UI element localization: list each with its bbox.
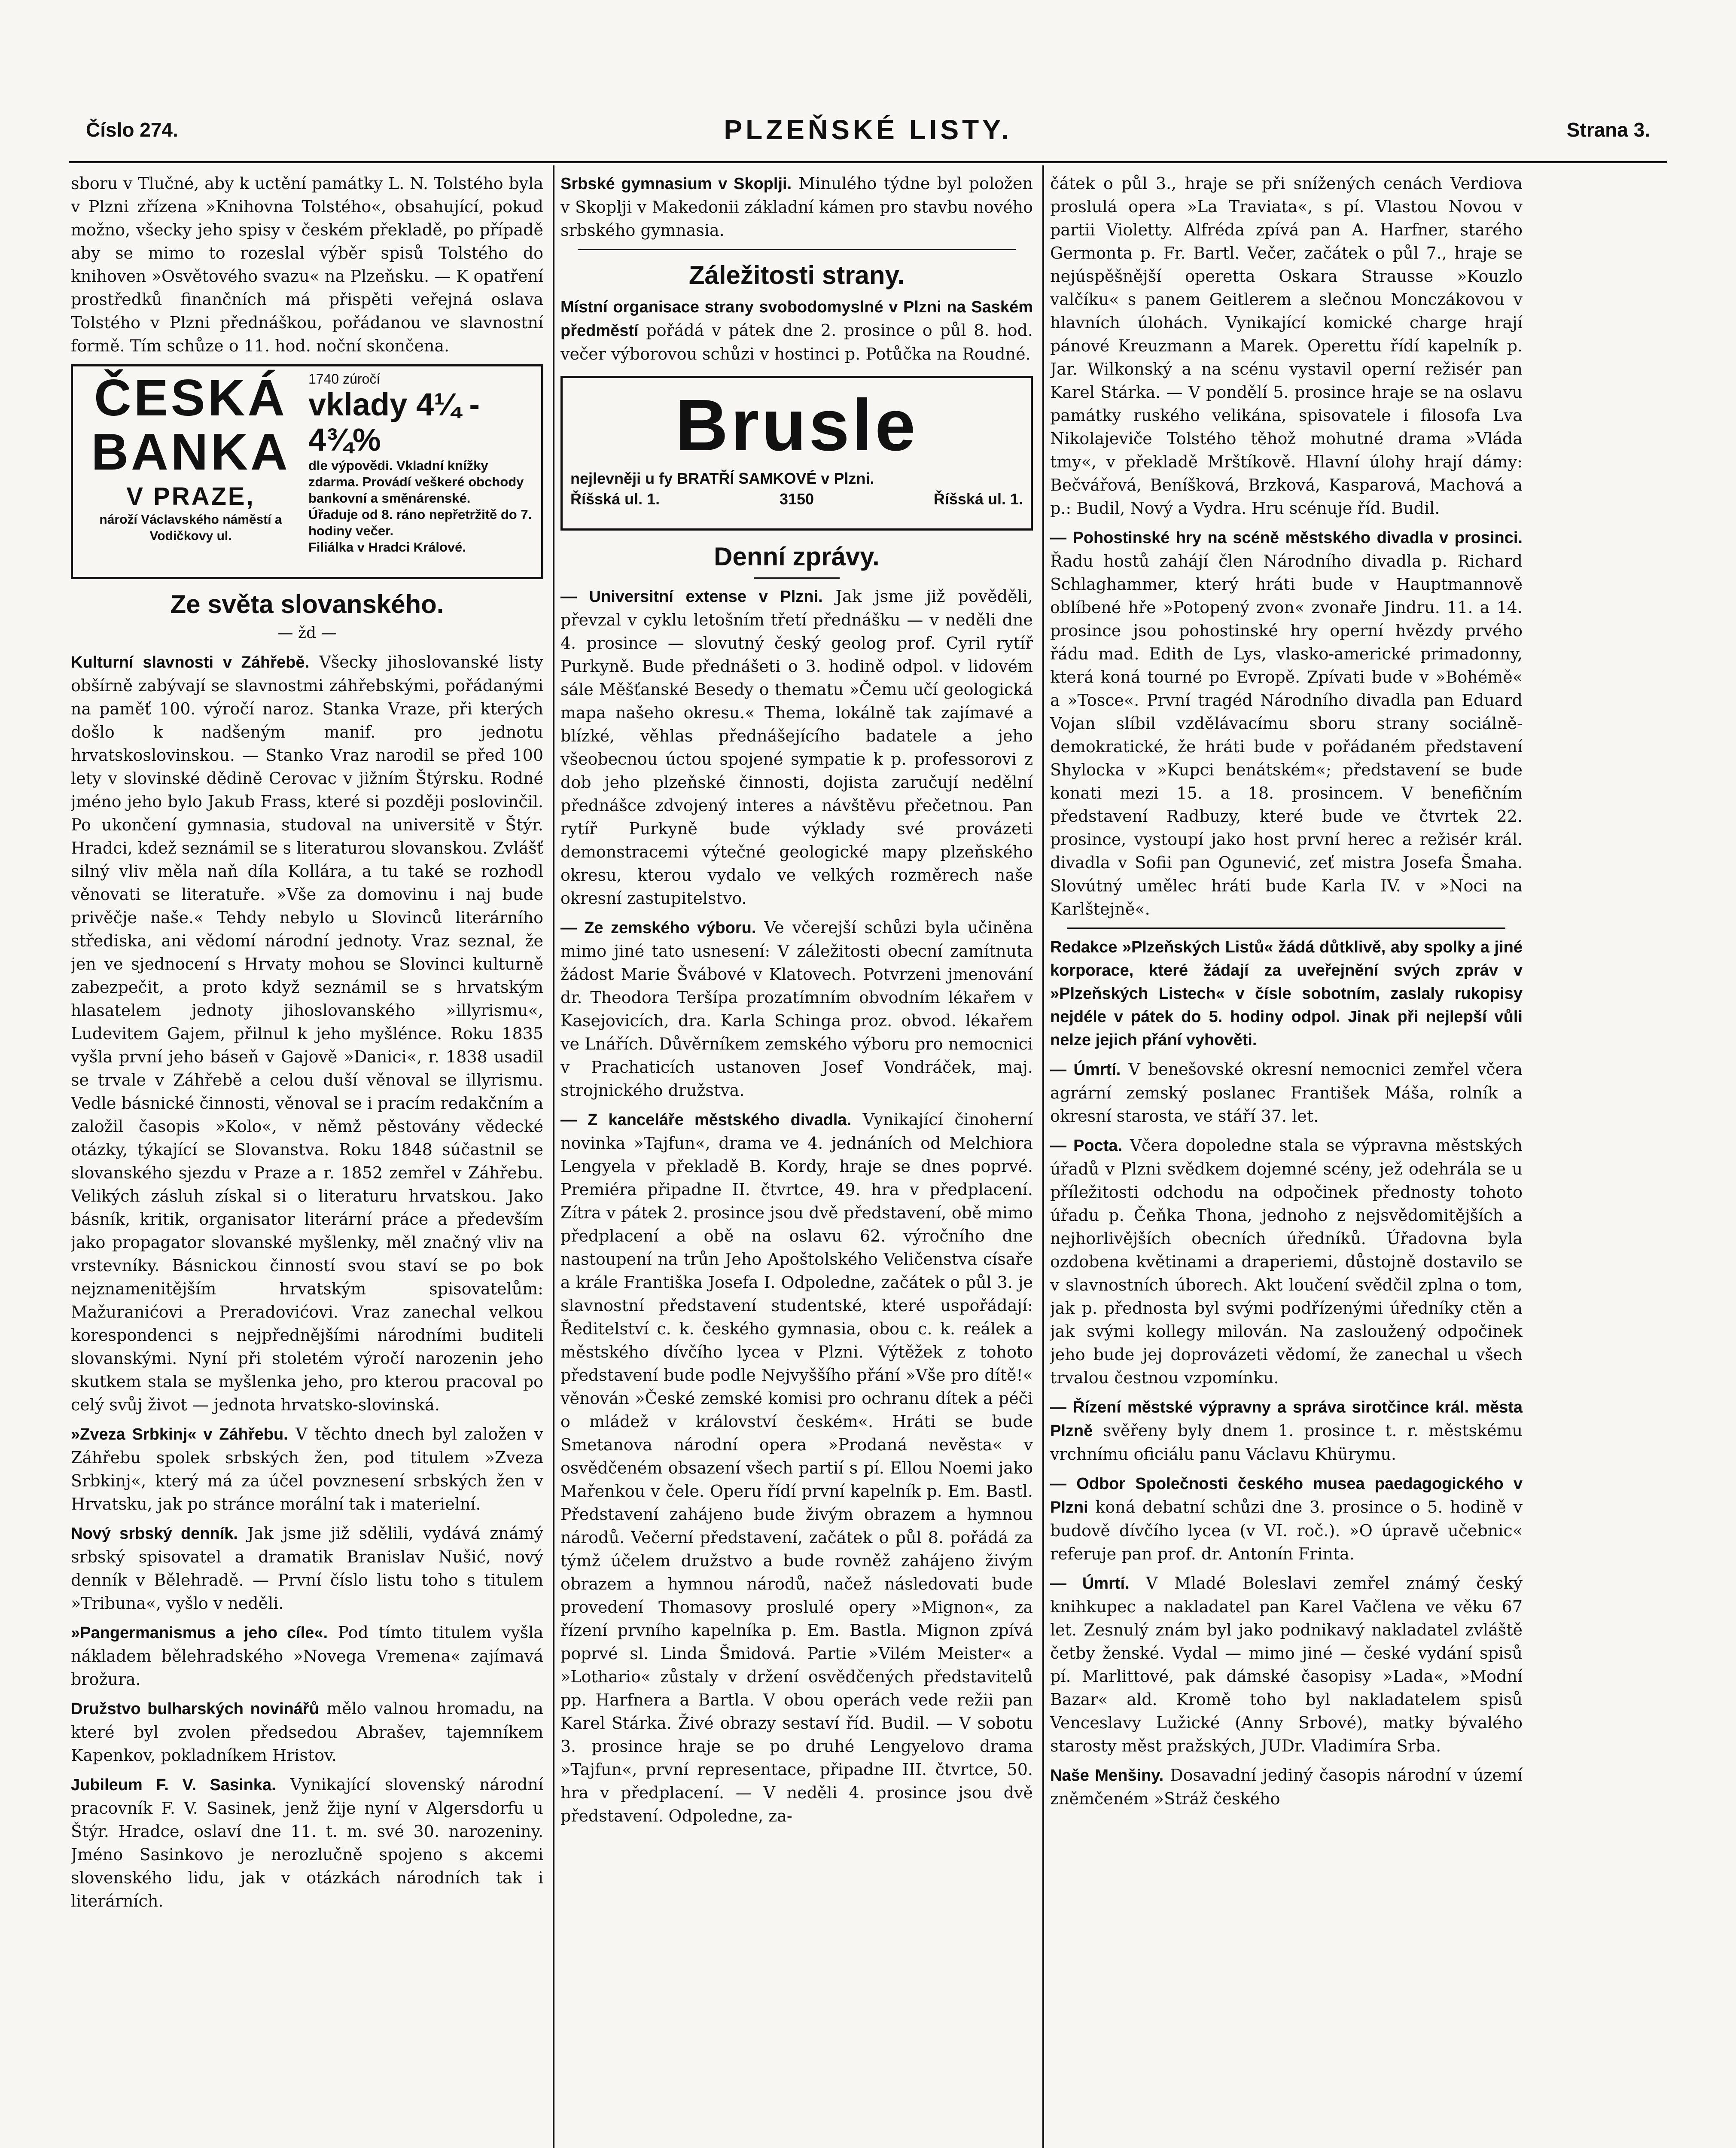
article-text: V benešovské okresní nemocnici zemřel včera agrární zemský poslanec František Máša, rolník a okresní starosta, ve stáří 37. let. <box>1050 1060 1523 1126</box>
ad-brusle-address-row <box>570 489 1023 510</box>
article-lead: Jubileum F. V. Sasinka. <box>71 1776 276 1794</box>
article-lead: — Odbor Společnosti českého musea paedagogického v Plzni <box>1050 1475 1523 1516</box>
article-text: V těchto dnech byl založen v Záhřebu spolek srbských žen, pod titulem »Zveza Srbkinj«, který má za účel povznesení srbských žen v Hrvatsku, jak po stránce morální tak i materielní. <box>71 1425 543 1513</box>
article-lead: — Pohostinské hry na scéně městského divadla v prosinci. <box>1050 529 1523 547</box>
ad-banka-city: V PRAZE, <box>126 482 255 510</box>
article-lead: Srbské gymnasium v Skoplji. <box>560 175 792 193</box>
ad-brusle-name: Brusle <box>675 384 918 466</box>
article-paragraph <box>71 1773 543 1913</box>
article-text: mělo valnou hromadu, na které byl zvolen předsedou Abrašev, tajemníkem Kapenkov, pokladníkem Hristov. <box>71 1699 543 1765</box>
column-3 <box>1050 172 1523 2148</box>
article-text: Vynikající činoherní novinka »Tajfun«, drama ve 4. jednáních od Melchiora Lengyela v překladě B. Kordy, hraje se dnes poprvé. Premiéra připadne II. čtvrtce, 49. hra v předplacení. Zítra v pátek 2. prosince jsou dvě představení, obě mimo předplacení a obě na oslavu 62. výročního dne nastoupení na trůn Jeho Apoštolského Veličenstva císaře a krále Františka Josefa I. Odpoledne, začátek o půl 3. je slavnostní představení studentské, které uspořádají: Ředitelství c. k. českého gymnasia, obou c. k. reálek a městského dívčího lycea v Plzni. Výtěžek z tohoto představení bude podle Nejvyššího přání »Vše pro dítě!« věnován »České zemské komisi pro ochranu dítek a péči o mládež v království českém«. Hráti se bude Smetanova národní opera »Prodaná nevěsta« v osvědčeném obsazení všech partií s pí. Ellou Noemi jako Mařenkou v čele. Operu řídí první kapelník p. Em. Bastl. Představení zahájeno bude živým obrazem a hymnou národů. Večerní představení, začátek o půl 8. pořádá za týmž účelem družstvo a bude rovněž zahájeno živým obrazem a hymnou národů, načež následovati bude provedení Thomasovy proslulé opery »Mignon«, za řízení prvního kapelníka p. Em. Bastla. Mignon zpívá poprvé sl. Linda Šmidová. Partie »Vilém Meister« a »Lothario« zůstaly v držení osvědčených představitelů pp. Harfnera a Bartla. V obou operách vede režii pan Karel Stárka. Živé obrazy sestaví říd. Budil. — V sobotu 3. prosince hraje se po druhé Lengyelovo drama »Tajfun«, první representace, připadne III. čtvrtce, 50. hra v předplacení. — V neděli 4. prosince jsou dvě představení. Odpoledne, za- <box>560 1110 1033 1825</box>
article-paragraph <box>71 1422 543 1516</box>
article-lead: — Úmrtí. <box>1050 1061 1121 1079</box>
article-lead: Místní organisace strany svobodomyslné v Plzni na Saském předměstí <box>560 298 1033 340</box>
article-paragraph <box>560 172 1033 242</box>
article-lead: — Universitní extense v Plzni. <box>560 588 823 606</box>
ad-banka-line: Úřaduje od 8. ráno nepřetržitě do 7. hodiny večer. <box>308 507 532 538</box>
ad-banka-name: ČESKÁ BANKA <box>91 369 290 481</box>
article-text: Včera dopoledne stala se výpravna městských úřadů v Plzni svědkem dojemné scény, jež odehrála se u příležitosti odchodu na odpočinek přednosty tohoto úřadu p. Čeňka Thona, jednoho z nejsvědomitějších a nejhorlivějších obecních úředníků. Úřadovna byla ozdobena květinami a draperiemi, důstojně dostavilo se v slavnostních úborech. Akt loučení svědčil zplna o tom, jak p. přednosta byl svými podřízenými úředníky ctěn a jak svými kollegy milován. Na zasloužený odpočinek jeho bude jej doprovázeti vědomí, že zanechal u všech trvalou čestnou vzpomínku. <box>1050 1136 1523 1387</box>
masthead <box>69 110 1667 161</box>
article-text: Jak jsme již sdělili, vydává známý srbský spisovatel a dramatik Branislav Nušić, nový denník v Bělehradě. — První číslo listu toho s titulem »Tribuna«, vyšlo v neděli. <box>71 1524 543 1613</box>
article-paragraph <box>1050 1472 1523 1565</box>
article-paragraph <box>1050 1058 1523 1128</box>
article-text: sboru v Tlučné, aby k uctění památky L. N. Tolstého byla v Plzni zřízena »Knihovna Tolstého«, obsahující, pokud možno, všecky jeho spisy v českém překladě, po případě aby se mimo to rozeslal výběr spisů Tolstého do knihoven »Osvětového svazu« na Plzeňsku. — K opatření prostředků finančních má přispěti veřejná oslava Tolstého v Plzni přednáškou, pořádanou ve slavnostní formě. Tím schůze o 11. hod. noční skončena. <box>71 174 543 355</box>
ad-ceska-banka <box>71 364 543 579</box>
ad-brusle-line: nejlevněji u fy BRATŘÍ SAMKOVÉ v Plzni. <box>570 470 874 487</box>
article-text: Jak jsme již pověděli, převzal v cyklu letošním třetí přednášku — v neděli dne 4. prosince — slovutný český geolog prof. Cyril rytíř Purkyně. Bude přednášeti o 3. hodině odpol. v lidovém sále Měšťanské Besedy o thematu »Čemu učí geologická mapa našeho okresu.« Thema, lokálně tak zajímavé a blízké, věhlas přednášejícího badatele a jeho všeobecnou úctou spojené sympatie k p. professorovi z dob jeho plzeňské činnosti, dojista zaručují nedělní přednášce zdvojený interes a návštěvu přečetnou. Pan rytíř Purkyně bude výklady své provázeti demonstracemi výtečné geologické mapy plzeňského okresu, kterou vydalo ve velkých rozměrech naše okresní zastupitelstvo. <box>560 587 1033 908</box>
article-paragraph <box>560 295 1033 366</box>
article-text: čátek o půl 3., hraje se při snížených cenách Verdiova proslulá opera »La Traviata«, s pí. Vlastou Novou v partii Violetty. Alfréda zpívá pan A. Harfner, starého Germonta p. Fr. Bartl. Večer, začátek o půl 7., hraje se nejúspěšnější operetta Oskara Strausse »Kouzlo valčíku« s panem Geitlerem a slečnou Monczákovou v hlavních úlohách. Vynikající komické charge hrají pánové Kreuzmann a Marek. Operettu řídí kapelník p. Jar. Wilkonský a na scénu vystavil operní režisér pan Karel Stárka. — V pondělí 5. prosince hraje se na oslavu památky ruského velikána, spisovatele i filosofa Lva Nikolajeviče Tolstého těhož mohutné drama »Vláda tmy«, v překladě Mrštíkově. Hlavní úlohy hrají dámy: Bečvářová, Beníšková, Brzková, Kasparová, Machová a p.: Budil, Nový a Vydra. Hru scénuje říd. Budil. <box>1050 174 1523 518</box>
section-divider <box>754 577 840 579</box>
section-title: Ze světa slovanského. <box>170 590 444 619</box>
article-text: Vynikající slovenský národní pracovník F. V. Sasinek, jenž žije nyní v Algersdorfu u Štýr. Hradce, oslaví dne 11. t. m. své 30. narozeniny. Jméno Sasinkovo je nerozlučně spojeno s akcemi slovenského lidu, jak v otázkách národních tak i literárních. <box>71 1775 543 1910</box>
ad-banka-rate: vklady 4¼ - 4¾% <box>308 387 480 458</box>
byline: — žd — <box>277 624 337 642</box>
ad-banka-line: Filiálka v Hradci Králové. <box>308 540 466 555</box>
ad-banka-rate-label: 1740 zúročí <box>308 371 381 387</box>
article-lead: — Z kanceláře městského divadla. <box>560 1111 852 1129</box>
article-paragraph <box>560 1108 1033 1828</box>
article-text: V Mladé Boleslavi zemřel známý český knihkupec a nakladatel pan Karel Vačlena ve věku 67 let. Zesnulý znám byl jako podnikavý nakladatel zvláště četby ženské. Vydal — mimo jiné — české vydání spisů pí. Marlittové, pak dámské časopisy »Lada«, »Modní Bazar« ald. Kromě toho byl nakladatelem spisů Venceslavy Lužické (Anny Srbové), matky bývalého starosty měst pražských, JUDr. Vladimíra Srba. <box>1050 1574 1523 1755</box>
article-paragraph <box>560 585 1033 910</box>
article-paragraph <box>1050 1764 1523 1810</box>
article-paragraph <box>1050 1134 1523 1389</box>
article-lead: »Pangermanismus a jeho cíle«. <box>71 1624 328 1642</box>
ad-banka-right <box>308 371 535 573</box>
section-title: Záležitosti strany. <box>688 261 905 290</box>
article-text: svěřeny byly dnem 1. prosince t. r. městskému vrchnímu oficiálu panu Václavu Khürymu. <box>1050 1421 1523 1464</box>
article-paragraph <box>560 916 1033 1102</box>
newspaper-title: PLZEŇSKÉ LISTY. <box>724 114 1012 145</box>
column-divider <box>553 165 554 2148</box>
article-paragraph <box>1050 1571 1523 1757</box>
ad-brusle-address: Říšská ul. 1. <box>570 490 660 508</box>
page-number: Strana 3. <box>1566 119 1650 141</box>
ad-brusle <box>560 376 1033 531</box>
article-lead: Kulturní slavnosti v Záhřebě. <box>71 653 310 671</box>
section-divider <box>578 249 1016 250</box>
section-divider <box>1067 928 1505 929</box>
article-paragraph <box>71 1522 543 1615</box>
article-paragraph <box>1050 1395 1523 1466</box>
article-lead: — Ze zemského výboru. <box>560 919 756 937</box>
editorial-notice: Redakce »Plzeňských Listů« žádá důtklivě, aby spolky a jiné korporace, které žádají za uveřejnění svých zpráv v »Plzeňských Listech« v čísle sobotním, zaslaly rukopisy nejdéle v pátek do 5. hodiny odpol. Jinak při nejlepší vůli nelze jejich přání vyhověti. <box>1050 938 1523 1049</box>
article-lead: — Úmrtí. <box>1050 1574 1130 1593</box>
article-text: Minulého týdne byl položen v Skoplji v Makedonii základní kámen pro stavbu nového srbského gymnasia. <box>560 174 1033 240</box>
article-lead: Naše Menšiny. <box>1050 1767 1164 1785</box>
article-lead: — Pocta. <box>1050 1137 1123 1155</box>
article-text: pořádá v pátek dne 2. prosince o půl 8. hod. večer výborovou schůzi v hostinci p. Potůčka na Roudné. <box>560 321 1033 363</box>
column-divider <box>1042 165 1044 2148</box>
section-title: Denní zprávy. <box>714 542 880 571</box>
ad-banka-address: nároží Václavského náměstí a Vodičkovy ul. <box>99 513 282 543</box>
article-lead: — Řízení městské výpravny a správa sirotčince král. města Plzně <box>1050 1398 1523 1440</box>
article-paragraph <box>71 1697 543 1767</box>
article-text: koná debatní schůzi dne 3. prosince o 5. hodině v budově dívčího lycea (v VI. roč.). »O úpravě učebnic« referuje pan prof. dr. Antonín Frinta. <box>1050 1498 1523 1563</box>
article-text: Ve včerejší schůzi byla učiněna mimo jiné tato usnesení: V záležitosti obecní zamítnuta žádost Marie Švábové v Klatovech. Potvrzeni jmenování dr. Theodora Teršípa prozatímním obvodním lékařem v Kasejovicích, drа. Karla Schinga proz. obvod. lékařem ve Lnářích. Důvěrníkem zemského výboru pro nemocnici v Prachaticích ustanoven Josef Vondráček, maj. strojnického družstva. <box>560 918 1033 1100</box>
header-rule <box>69 161 1667 163</box>
article-lead: »Zveza Srbkinj« v Záhřebu. <box>71 1425 288 1443</box>
ad-brusle-address: Říšská ul. 1. <box>933 490 1023 508</box>
article-text: Pod tímto titulem vyšla nákladem bělehradského »Novega Vremena« zajímavá brožura. <box>71 1623 543 1689</box>
article-paragraph <box>71 1621 543 1691</box>
article-text: Řadu hostů zahájí člen Národního divadla p. Richard Schlaghammer, který hráti bude v Hauptmannově oblíbené hře »Potopený zvon« zvonaře Jindru. 11. a 14. prosince jsou pohostinské hry operní hvězdy prvého řádu mad. Edith de Lys, vlasko-americké primadonny, která koná tourné po Evropě. Zpívati bude v »Bohémě« a »Tosce«. První tragéd Národního divadla pan Eduard Vojan slíbil vzdělávacímu sboru strany sociálně-demokratické, že hráti bude v pořádaném představení Shylocka v »Kupci benátském«; představení se bude konati mezi 15. a 18. prosincem. V benefičním představení Radbuzy, které bude ve čtvrtek 22. prosince, vystoupí jako host první herec a režisér král. divadla v Sofii pan Ogunević, zeť mistra Josefa Šmaha. Slovútný umělec hráti bude Karla IV. v »Noci na Karlštejně«. <box>1050 552 1523 918</box>
ad-banka-left <box>79 371 302 573</box>
ad-brusle-number: 3150 <box>779 490 814 508</box>
article-text: Všecky jihoslovanské listy obšírně zabývají se slavnostmi záhřebskými, pořádanými na paměť 100. výročí naroz. Stanka Vraze, při kterých došlo k nadšeným manif. pro jednotu hrvatskoslovinskou. — Stanko Vraz narodil se před 100 lety v slovinské dědině Cerovac v jižním Štýrsku. Rodné jméno jeho bylo Jakub Frass, které si později poslovinčil. Po ukončení gymnasia, studoval na universitě v Štýr. Hradci, kdež seznámil se s literaturou slovanskou. Zvlášť silný vliv měla naň díla Kollára, a tu také se rozhodl věnovati se literatuře. »Vše za domovinu i naj bude privěčje naše.« Tehdy nebylo u Slovinců literárního střediska, ani vědomí národní jednoty. Vraz seznal, že jen ve sjednocení s Hrvaty mohou se Slovinci kulturně zabezpečit, a proto když seznámil se s hrvatským hlasatelem jednoty jihoslovanského »illyrismu«, Ludevitem Gajem, přilnul k jeho myšlénce. Roku 1835 vyšla první jeho báseň v Gajově »Danici«, r. 1838 usadil se trvale v Záhřebě a celou duší věnoval se illyrismu. Vedle básnické činnosti, věnoval se i pracím redakčním a založil časopis »Kolo«, v němž pěstovány vědecké otázky, týkající se Slovanstva. Roku 1848 súčastnil se slovanského sjezdu v Praze a r. 1852 zemřel v Záhřebu. Velikých zásluh získal si o literaturu hrvatskou. Jako básník, kritik, organisator literární práce a především jako propagator slovanské myšlenky, měl značný vliv na vrstevníky. Básnickou činností svou staví se po bok nejznamenitějším hrvatským spisovatelům: Mažuranićovi a Preradovićovi. Vraz zanechal velkou korespondenci s nejpřednějšími národními buditeli slovanskými. Nyní při stoletém výročí narozenin jeho skutkem stala se myšlenka jeho, pro kterou pracoval po celý svůj život — jednota hrvatsko-slovinská. <box>71 653 543 1414</box>
article-paragraph <box>71 650 543 1416</box>
ad-banka-line: dle výpovědi. Vkladní knížky zdarma. Provádí veškeré obchody bankovní a směnárenské. <box>308 458 524 506</box>
article-lead: Nový srbský denník. <box>71 1525 238 1543</box>
column-2 <box>560 172 1033 2148</box>
article-paragraph <box>1050 526 1523 921</box>
issue-number: Číslo 274. <box>86 119 178 141</box>
column-1 <box>71 172 543 2148</box>
article-text: Dosavadní jediný časopis národní v území zněmčeném »Stráž českého <box>1050 1766 1523 1808</box>
article-lead: Družstvo bulharských novinářů <box>71 1700 319 1718</box>
